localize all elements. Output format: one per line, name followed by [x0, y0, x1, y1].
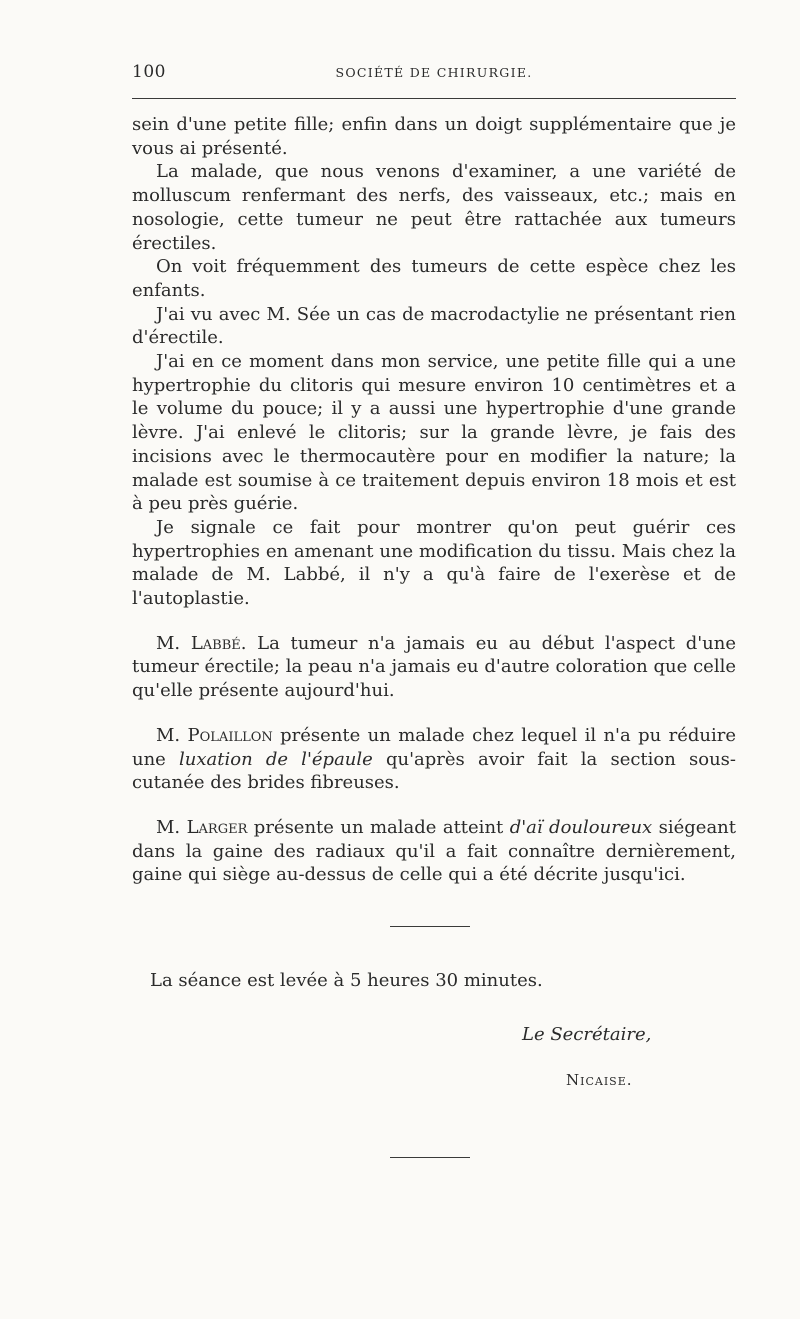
paragraph: On voit fréquemment des tumeurs de cette espèce chez les enfants.: [132, 256, 736, 301]
speaker-prefix: M.: [156, 632, 191, 654]
signature-name: Nicaise.: [566, 1071, 633, 1089]
speaker-name: Labbé: [190, 632, 241, 654]
signature-title: Le Secrétaire,: [522, 1024, 652, 1045]
paragraph-larger: [132, 816, 736, 887]
body-text: [132, 113, 736, 887]
italic-term: d'aï douloureux: [509, 816, 653, 838]
speaker-text: . La tumeur n'a jamais eu au début l'aspect d'une tumeur érectile; la peau n'a jamais eu d'autre coloration que celle qu'elle présente aujourd'hui.: [132, 632, 737, 702]
page-number: 100: [132, 62, 166, 82]
section-divider: [390, 926, 470, 927]
italic-term: luxation de l'épaule: [179, 748, 373, 770]
speaker-name: Larger: [186, 816, 248, 838]
speaker-text: qu'après avoir fait la section sous-cutanée des brides fibreuses.: [132, 748, 736, 794]
speaker-text: siégeant dans la gaine des radiaux qu'il a fait connaître dernièrement, gaine qui siège au-dessus de celle qui a été décrite jusqu'ici.: [132, 816, 736, 886]
paragraph: J'ai vu avec M. Sée un cas de macrodactylie ne présentant rien d'érectile.: [132, 303, 736, 349]
running-title: SOCIÉTÉ DE CHIRURGIE.: [335, 65, 533, 80]
speaker-text: présente un malade chez lequel il n'a pu réduire une: [132, 724, 736, 770]
page-header: [132, 62, 736, 90]
paragraph: J'ai en ce moment dans mon service, une petite fille qui a une hypertrophie du clitoris qui mesure environ 10 centimètres et a le volume du pouce; il y a aussi une hypertrophie d'une grande lèvre. J'ai enlevé le clitoris; sur la grande lèvre, je fais des incisions avec le thermocautère pour en modifier la nature; la malade est soumise à ce traitement depuis environ 18 mois et est à peu près guérie.: [132, 351, 736, 515]
header-rule: [132, 98, 736, 99]
paragraph: La malade, que nous venons d'examiner, a une variété de molluscum renfermant des nerfs, des vaisseaux, etc.; mais en nosologie, cette tumeur ne peut être rattachée aux tumeurs érectiles.: [132, 161, 736, 254]
paragraph: sein d'une petite fille; enfin dans un doigt supplémentaire que je vous ai présenté.: [132, 114, 736, 159]
speaker-prefix: M.: [156, 724, 188, 746]
speaker-text: présente un malade atteint: [247, 816, 510, 838]
paragraph: Je signale ce fait pour montrer qu'on peut guérir ces hypertrophies en amenant une modification du tissu. Mais chez la malade de M. Labbé, il n'y a qu'à faire de l'exerèse et de l'autoplastie.: [132, 516, 736, 610]
end-divider: [390, 1157, 470, 1158]
speaker-prefix: M.: [156, 816, 187, 838]
paragraph-polaillon: [132, 724, 736, 795]
paragraph-labbe: [132, 632, 736, 703]
adjournment-line: La séance est levée à 5 heures 30 minutes.: [150, 970, 543, 991]
speaker-name: Polaillon: [187, 724, 273, 746]
